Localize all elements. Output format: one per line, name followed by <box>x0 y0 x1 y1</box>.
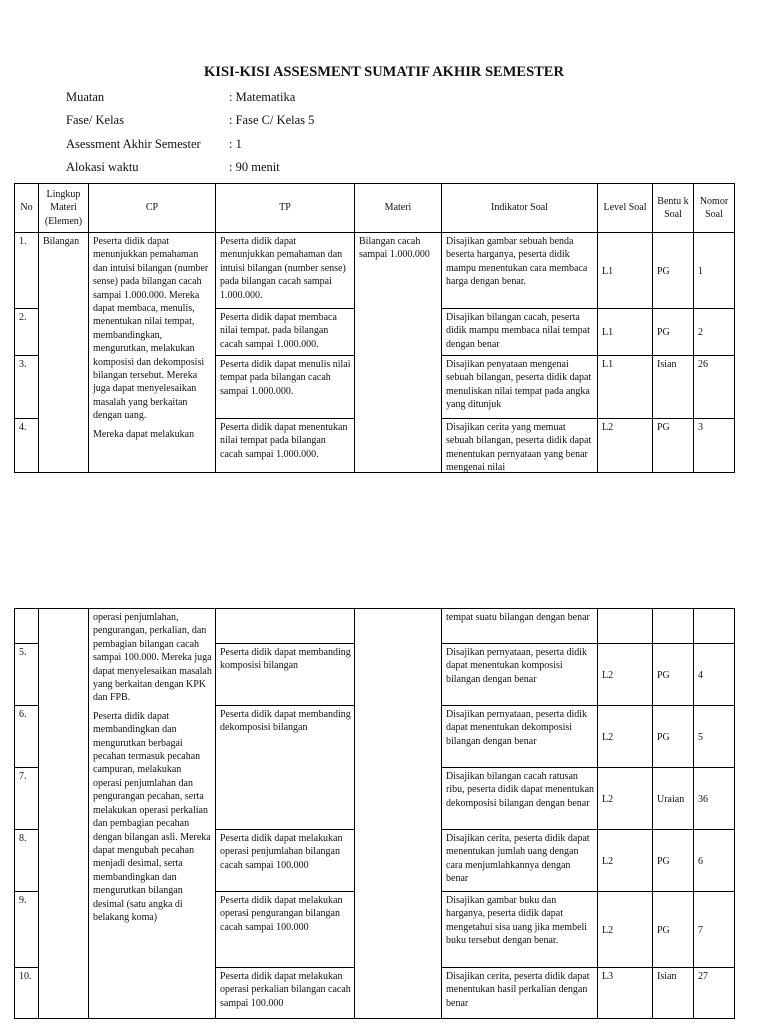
row-nomor: 2 <box>693 308 735 356</box>
row-no: 1. <box>14 232 39 309</box>
row-level: L2 <box>597 705 653 768</box>
row-no-continued <box>14 608 39 644</box>
materi-cell: Bilangan cacah sampai 1.000.000 <box>354 232 442 473</box>
row-level: L2 <box>597 891 653 968</box>
row-level: L3 <box>597 967 653 1019</box>
row-nomor: 7 <box>693 891 735 968</box>
header-tp: TP <box>215 183 355 233</box>
header-elemen: Lingkup Materi (Elemen) <box>38 183 89 233</box>
row-bentuk: PG <box>652 232 694 309</box>
row-tp: Peserta didik dapat menulis nilai tempat pada bilangan cacah sampai 1.000.000. <box>215 355 355 419</box>
row-no: 8. <box>14 829 39 892</box>
meta-value: : Fase C/ Kelas 5 <box>229 113 315 127</box>
row-no: 5. <box>14 643 39 706</box>
meta-label: Fase/ Kelas <box>66 113 124 127</box>
row-indikator: Disajikan cerita, peserta didik dapat menentukan hasil perkalian dengan benar <box>441 967 598 1019</box>
row-no: 7. <box>14 767 39 830</box>
document-title: KISI-KISI ASSESMENT SUMATIF AKHIR SEMESTER <box>204 64 564 80</box>
cp-paragraph: operasi penjumlahan, pengurangan, perkalian, dan pembagian bilangan cacah sampai 100.000. Mereka juga dapat menyelesaikan masalah yang berkaitan dengan KPK dan FPB. <box>93 612 212 704</box>
row-nomor: 1 <box>693 232 735 309</box>
row-indikator: Disajikan bilangan cacah, peserta didik mampu membaca nilai tempat dengan benar <box>441 308 598 356</box>
row-indikator: Disajikan pernyataan, peserta didik dapat menentukan komposisi bilangan dengan benar <box>441 643 598 706</box>
row-bentuk: PG <box>652 308 694 356</box>
header-level: Level Soal <box>597 183 653 233</box>
row-nomor: 36 <box>693 767 735 830</box>
row-indikator: Disajikan cerita yang memuat sebuah bilangan, peserta didik dapat menentukan pernyataan yang benar mengenai nilai <box>441 418 598 473</box>
row-bentuk: Uraian <box>652 767 694 830</box>
row-level: L2 <box>597 767 653 830</box>
row-bentuk: Isian <box>652 967 694 1019</box>
row-no: 3. <box>14 355 39 419</box>
row-tp: Peserta didik dapat menentukan nilai tempat pada bilangan cacah sampai 1.000.000. <box>215 418 355 473</box>
meta-label: Alokasi waktu <box>66 160 139 174</box>
meta-value: : Matematika <box>229 90 296 104</box>
row-no: 10. <box>14 967 39 1019</box>
row-no: 2. <box>14 308 39 356</box>
elemen-cell-continued <box>38 608 89 1019</box>
cp-paragraph: Peserta didik dapat menunjukkan pemahaman dan intuisi bilangan (number sense) pada bilangan cacah sampai 1.000.000. Mereka dapat membaca, menulis, menentukan nilai tempat, membandingkan, mengurutkan, melakukan komposisi dan dekomposisi bilangan tersebut. Mereka juga dapat menyelesaikan masalah yang berkaitan dengan uang. <box>93 236 209 422</box>
row-level: L2 <box>597 643 653 706</box>
row-bentuk: PG <box>652 705 694 768</box>
row-level-continued <box>597 608 653 644</box>
header-nomor: Nomor Soal <box>693 183 735 233</box>
cp-paragraph: Mereka dapat melakukan <box>93 428 195 440</box>
row-nomor: 3 <box>693 418 735 473</box>
row-tp: Peserta didik dapat menunjukkan pemahaman dan intuisi bilangan (number sense) pada bilangan cacah sampai 1.000.000. <box>215 232 355 309</box>
row-level: L1 <box>597 355 653 419</box>
row-no: 9. <box>14 891 39 968</box>
row-no: 4. <box>14 418 39 473</box>
row-bentuk: PG <box>652 891 694 968</box>
row-tp: Peserta didik dapat melakukan operasi penjumlahan bilangan cacah sampai 100.000 <box>215 829 355 892</box>
row-nomor: 26 <box>693 355 735 419</box>
row-indikator: Disajikan gambar buku dan harganya, peserta didik dapat mengetahui sisa uang jika membeli buku tersebut dengan benar. <box>441 891 598 968</box>
row-tp: Peserta didik dapat membanding dekomposisi bilangan <box>215 705 355 830</box>
row-nomor: 5 <box>693 705 735 768</box>
row-indikator: Disajikan pernyataan, peserta didik dapat menentukan dekomposisi bilangan dengan benar <box>441 705 598 768</box>
row-bentuk: Isian <box>652 355 694 419</box>
row-level: L1 <box>597 308 653 356</box>
meta-label: Muatan <box>66 90 105 104</box>
row-tp: Peserta didik dapat membaca nilai tempat. pada bilangan cacah sampai 1.000.000. <box>215 308 355 356</box>
row-nomor: 4 <box>693 643 735 706</box>
meta-label: Asessment Akhir Semester <box>66 137 201 151</box>
row-no: 6. <box>14 705 39 768</box>
row-indikator: Disajikan penyataan mengenai sebuah bilangan, peserta didik dapat menuliskan nilai tempat pada angka yang ditunjuk <box>441 355 598 419</box>
row-level: L1 <box>597 232 653 309</box>
header-cp: CP <box>88 183 216 233</box>
row-nomor: 6 <box>693 829 735 892</box>
row-indikator: Disajikan gambar sebuah benda beserta harganya, peserta didik mampu menentukan cara membaca harga dengan benar. <box>441 232 598 309</box>
row-bentuk: PG <box>652 643 694 706</box>
meta-value: : 90 menit <box>229 160 280 174</box>
elemen-cell: Bilangan <box>38 232 89 473</box>
meta-value: : 1 <box>229 137 242 151</box>
header-indikator: Indikator Soal <box>441 183 598 233</box>
header-no: No <box>14 183 39 233</box>
row-tp: Peserta didik dapat melakukan operasi pengurangan bilangan cacah sampai 100.000 <box>215 891 355 968</box>
row-indikator-continued: tempat suatu bilangan dengan benar <box>441 608 598 644</box>
row-indikator: Disajikan cerita, peserta didik dapat menentukan jumlah uang dengan cara menjumlahkannya dengan benar <box>441 829 598 892</box>
header-bentuk: Bentu k Soal <box>652 183 694 233</box>
row-nomor-continued <box>693 608 735 644</box>
row-bentuk-continued <box>652 608 694 644</box>
header-materi: Materi <box>354 183 442 233</box>
row-tp: Peserta didik dapat melakukan operasi perkalian bilangan cacah sampai 100.000 <box>215 967 355 1019</box>
materi-cell-continued <box>354 608 442 1019</box>
cp-cell-page-1 <box>88 232 216 473</box>
row-bentuk: PG <box>652 829 694 892</box>
row-nomor: 27 <box>693 967 735 1019</box>
row-level: L2 <box>597 418 653 473</box>
cp-cell-page-2 <box>88 608 216 1019</box>
row-indikator: Disajikan bilangan cacah ratusan ribu, peserta didik dapat menentukan dekomposisi bilangan dengan benar <box>441 767 598 830</box>
row-tp-continued <box>215 608 355 644</box>
row-tp: Peserta didik dapat membanding komposisi bilangan <box>215 643 355 706</box>
row-bentuk: PG <box>652 418 694 473</box>
cp-paragraph: Peserta didik dapat membandingkan dan mengurutkan berbagai pecahan termasuk pecahan campuran, melakukan operasi penjumlahan dan pengurangan pecahan, serta melakukan operasi perkalian dan pembagian pecahan dengan bilangan asli. Mereka dapat mengubah pecahan menjadi desimal, serta membandingkan dan mengurutkan bilangan desimal (satu angka di belakang koma) <box>93 710 211 923</box>
row-level: L2 <box>597 829 653 892</box>
